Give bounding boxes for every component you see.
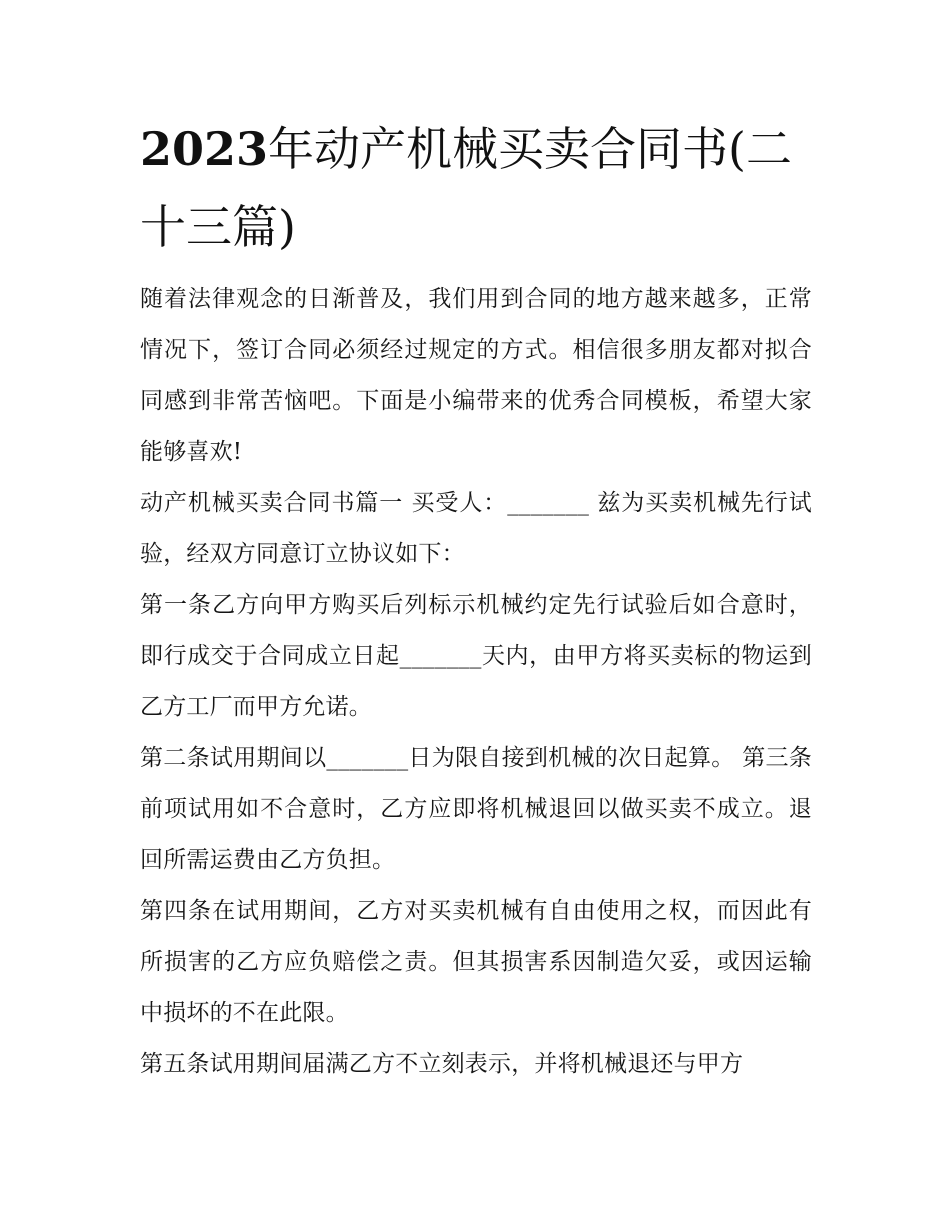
- title-year: 2023: [140, 122, 269, 176]
- contract-opening-paragraph: 动产机械买卖合同书篇一 买受人：_______ 兹为买卖机械先行试验，经双方同意订立协议如下：: [140, 490, 812, 567]
- article-1-paragraph: 第一条乙方向甲方购买后列标示机械约定先行试验后如合意时，即行成交于合同成立日起_______天内，由甲方将买卖标的物运到乙方工厂而甲方允诺。: [140, 592, 812, 720]
- article-2-3-paragraph: 第二条试用期间以_______日为限自接到机械的次日起算。 第三条前项试用如不合意时，乙方应即将机械退回以做买卖不成立。退回所需运费由乙方负担。: [140, 745, 812, 873]
- article-4-paragraph: 第四条在试用期间，乙方对买卖机械有自由使用之权，而因此有所损害的乙方应负赔偿之责。但其损害系因制造欠妥，或因运输中损坏的不在此限。: [140, 898, 812, 1026]
- intro-paragraph: 随着法律观念的日渐普及，我们用到合同的地方越来越多，正常情况下，签订合同必须经过规定的方式。相信很多朋友都对拟合同感到非常苦恼吧。下面是小编带来的优秀合同模板，希望大家能够喜欢!: [140, 286, 812, 465]
- document-body: [140, 274, 812, 1090]
- document-title: [140, 110, 820, 266]
- article-5-paragraph: 第五条试用期间届满乙方不立刻表示，并将机械退还与甲方: [140, 1051, 744, 1077]
- title-text: 年动产机械买卖合同书(二十三篇): [140, 122, 792, 254]
